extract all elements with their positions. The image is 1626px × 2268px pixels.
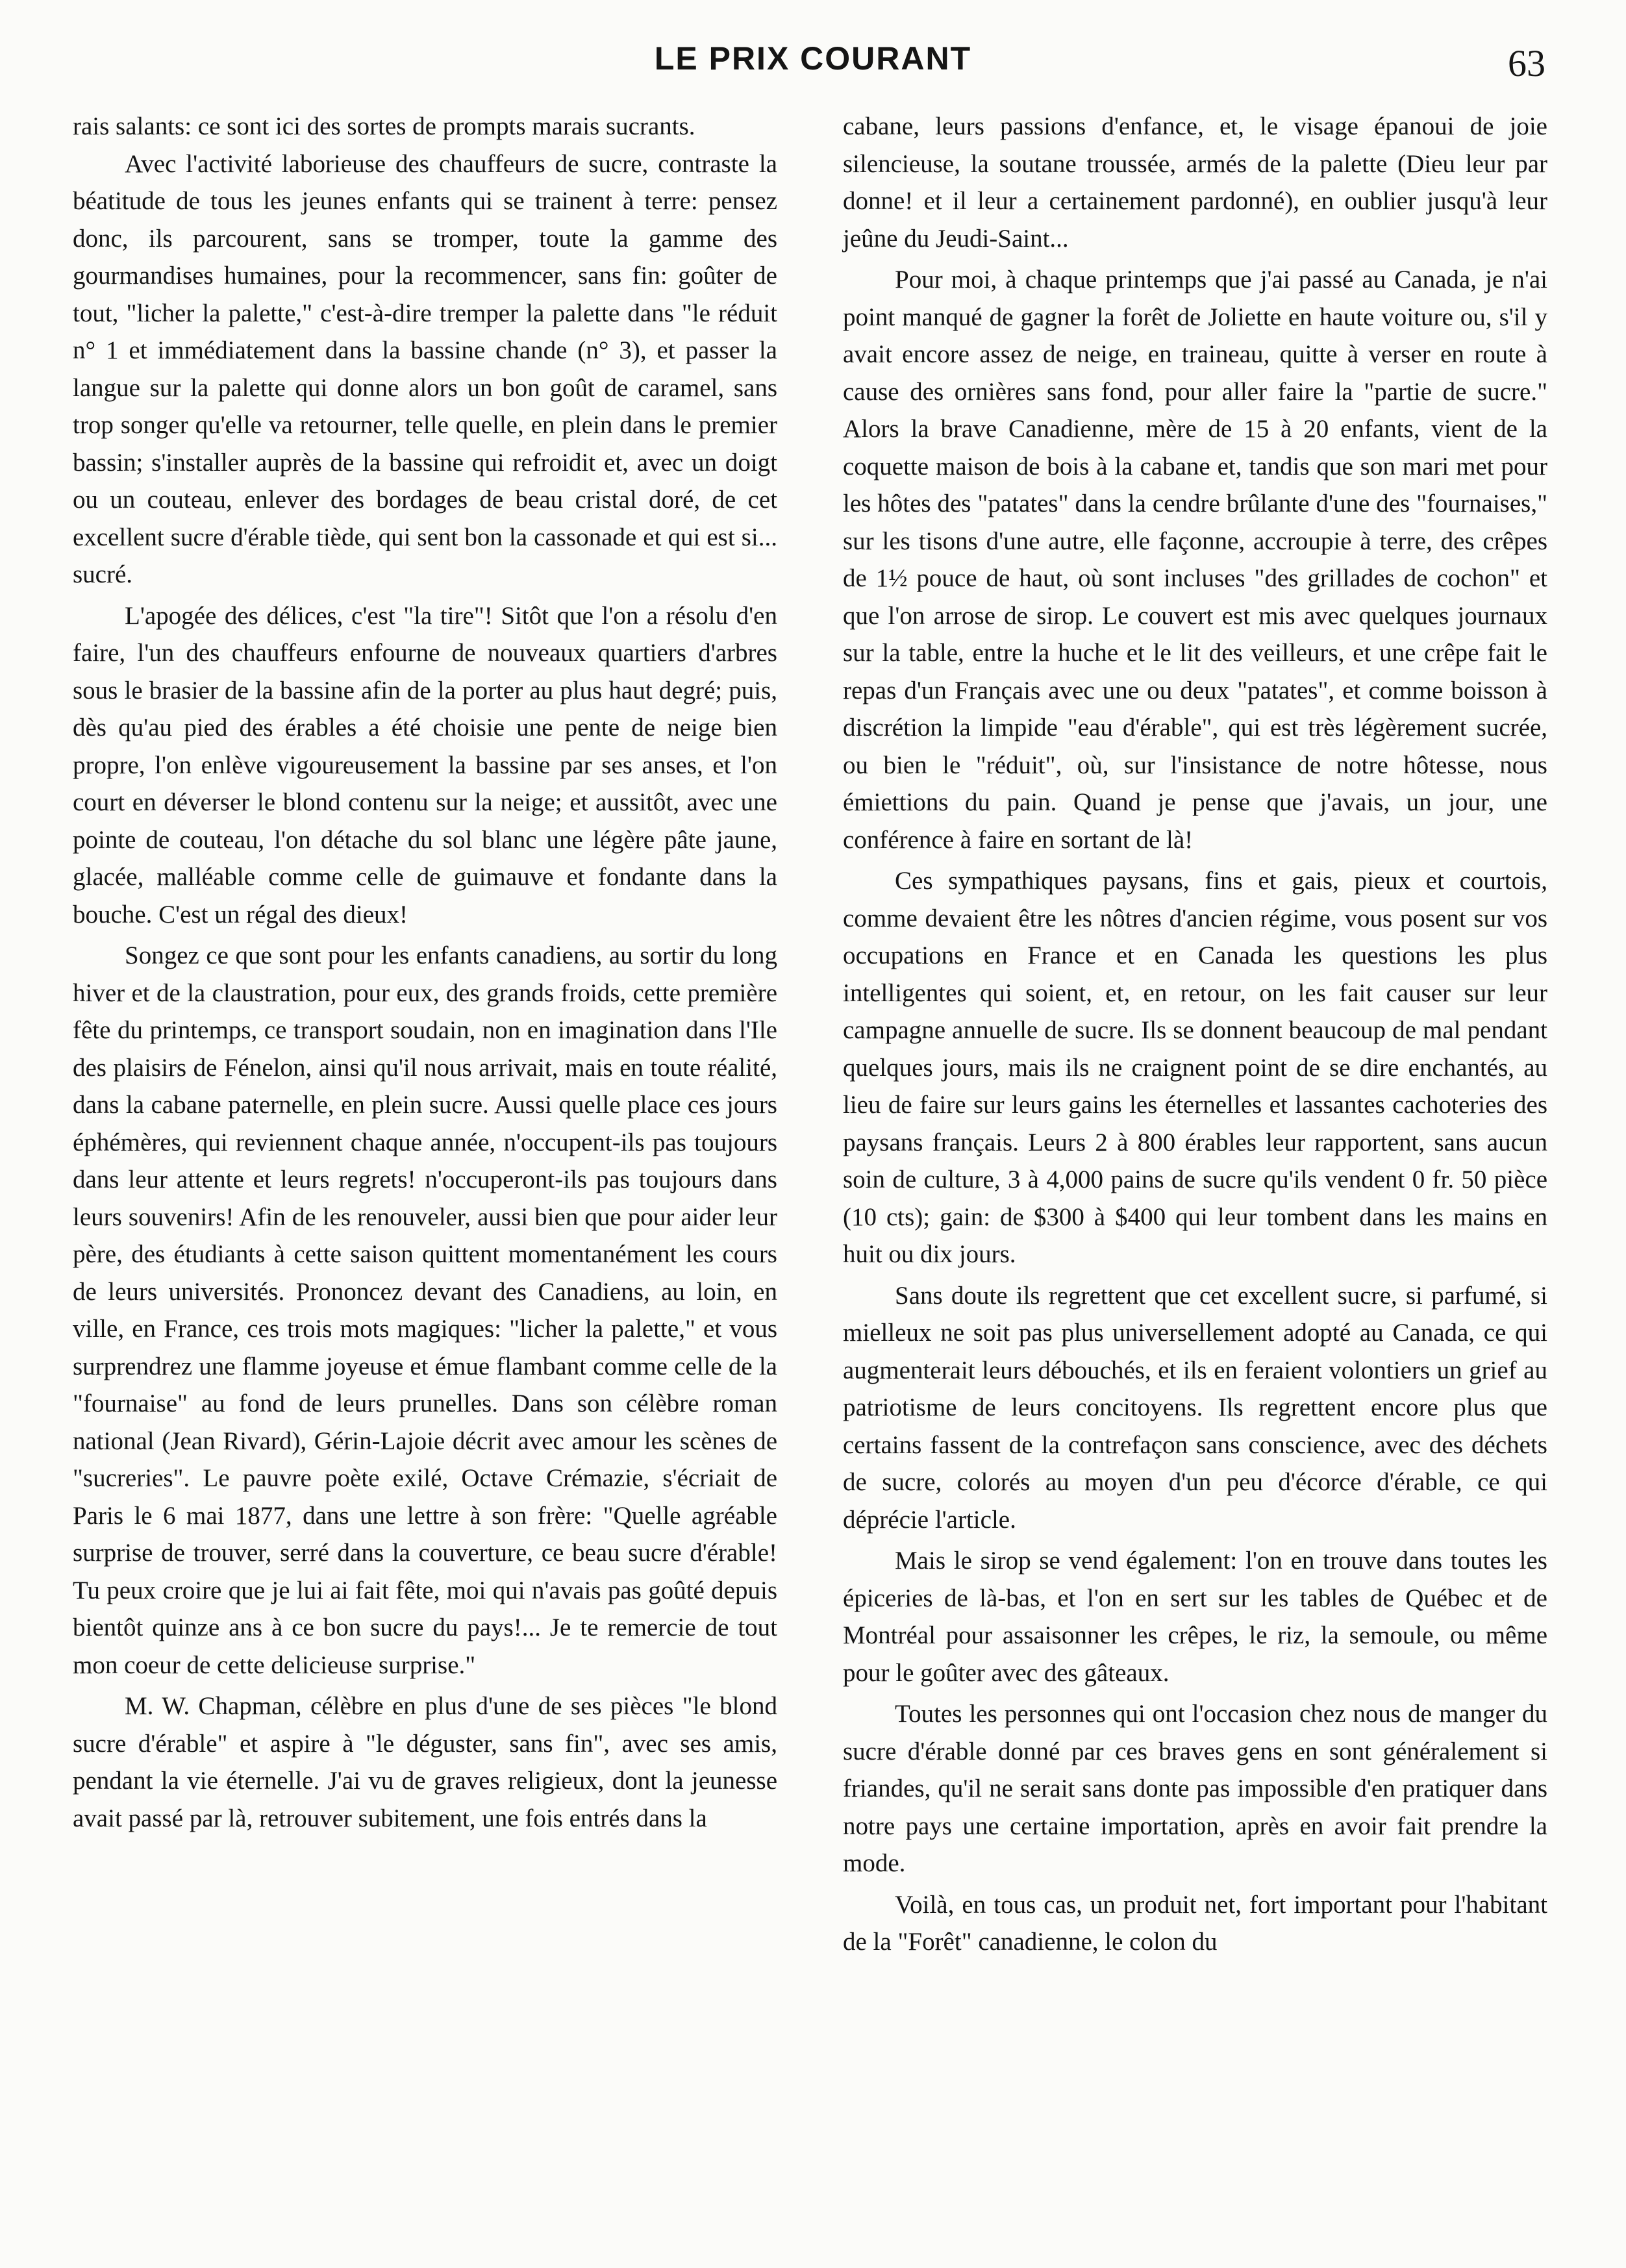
paragraph: Sans doute ils regrettent que cet excellent sucre, si parfumé, si mielleux ne soit pas plus universellement adopté au Canada, ce qui augmenterait leurs débouchés, et ils en feraient volontiers un grief au patriotisme de leurs concitoyens. Ils regrettent encore plus que certains fassent de la contrefaçon sans conscience, avec des déchets de sucre, colorés au moyen d'un peu d'écorce d'érable, ce qui déprécie l'article. bbox=[843, 1281, 1547, 1534]
paragraph: M. W. Chapman, célèbre en plus d'une de ses pièces "le blond sucre d'érable" et aspire à "le déguster, sans fin", avec ses amis, pendant la vie éternelle. J'ai vu de graves religieux, dont la jeunesse avait passé par là, retrouver subitement, une fois entrés dans la bbox=[73, 1692, 777, 1832]
paragraph: Toutes les personnes qui ont l'occasion chez nous de manger du sucre d'érable donné par ces braves gens en sont généralement si friandes, qu'il ne serait sans donte pas impossible d'en pratiquer dans notre pays une certaine importation, après en avoir fait prendre la mode. bbox=[843, 1700, 1547, 1877]
left-column bbox=[73, 108, 777, 1837]
page-number: 63 bbox=[1508, 42, 1545, 84]
paragraph: Avec l'activité laborieuse des chauffeurs de sucre, contraste la béatitude de tous les jeunes enfants qui se trainent à terre: pensez donc, ils parcourent, sans se tromper, toute la gamme des gourmandises humaines, pour la recommencer, sans fin: goûter de tout, "licher la palette," c'est-à-dire tremper la palette dans "le réduit n° 1 et immédiatement dans la bassine chande (n° 3), et passer la langue sur la palette qui donne alors un bon goût de caramel, sans trop songer qu'elle va retourner, telle quelle, en plein dans le premier bassin; s'installer auprès de la bassine qui refroidit et, avec un doigt ou un couteau, enlever des bordages de beau cristal doré, de cet excellent sucre d'érable tiède, qui sent bon la cassonade et qui est si... sucré. bbox=[73, 149, 777, 588]
paragraph: rais salants: ce sont ici des sortes de prompts marais sucrants. bbox=[73, 112, 695, 140]
right-column bbox=[843, 108, 1547, 1961]
paragraph: Songez ce que sont pour les enfants canadiens, au sortir du long hiver et de la claustration, pour eux, des grands froids, cette première fête du printemps, ce transport soudain, non en imagination dans l'Ile des plaisirs de Fénelon, ainsi qu'il nous arrivait, mais en toute réalité, dans la cabane paternelle, en plein sucre. Aussi quelle place ces jours éphémères, qui reviennent chaque année, n'occupent-ils pas toujours dans leur attente et leurs regrets! n'occuperont-ils pas toujours dans leurs souvenirs! Afin de les renouveler, aussi bien que pour aider leur père, des étudiants à cette saison quittent momentanément les cours de leurs universités. Prononcez devant des Canadiens, au loin, en ville, en France, ces trois mots magiques: "licher la palette," et vous surprendrez une flamme joyeuse et émue flambant comme celle de la "fournaise" au fond de leurs prunelles. Dans son célèbre roman national (Jean Rivard), Gérin-Lajoie décrit avec amour les scènes de "sucreries". Le pauvre poète exilé, Octave Crémazie, s'écriait de Paris le 6 mai 1877, dans une lettre à son frère: "Quelle agréable surprise de trouver, serré dans la couverture, ce beau sucre d'érable! Tu peux croire que je lui ai fait fête, moi qui n'avais pas goûté depuis bientôt quinze ans à ce bon sucre du pays!... Je te remercie de tout mon coeur de cette delicieuse surprise." bbox=[73, 941, 777, 1679]
paragraph: cabane, leurs passions d'enfance, et, le visage épanoui de joie silencieuse, la soutane troussée, armés de la palette (Dieu leur par donne! et il leur a certainement pardonné), en oublier jusqu'à leur jeûne du Jeudi-Saint... bbox=[843, 112, 1547, 253]
running-header bbox=[0, 39, 1626, 84]
paragraph: L'apogée des délices, c'est "la tire"! Sitôt que l'on a résolu d'en faire, l'un des chauffeurs enfourne de nouveaux quartiers d'arbres sous le brasier de la bassine afin de la porter au plus haut degré; puis, dès qu'au pied des érables a été choisie une pente de neige bien propre, l'on enlève vigoureusement la bassine par ses anses, et l'on court en déverser le blond contenu sur la neige; et aussitôt, avec une pointe de couteau, l'on détache du sol blanc une légère pâte jaune, glacée, malléable comme celle de guimauve et fondante dans la bouche. C'est un régal des dieux! bbox=[73, 601, 777, 928]
paragraph: Voilà, en tous cas, un produit net, fort important pour l'habitant de la "Forêt" canadienne, le colon du bbox=[843, 1890, 1547, 1956]
paragraph: Pour moi, à chaque printemps que j'ai passé au Canada, je n'ai point manqué de gagner la forêt de Joliette en haute voiture ou, s'il y avait encore assez de neige, en traineau, quitte à verser en route à cause des ornières sans fond, pour aller faire la "partie de sucre." Alors la brave Canadienne, mère de 15 à 20 enfants, vient de la coquette maison de bois à la cabane et, tandis que son mari met pour les hôtes des "patates" dans la cendre brûlante d'une des "fournaises," sur les tisons d'une autre, elle façonne, accroupie à terre, des crêpes de 1½ pouce de haut, où sont incluses "des grillades de cochon" et que l'on arrose de sirop. Le couvert est mis avec quelques journaux sur la table, entre la huche et le lit des veilleurs, et une crêpe fait le repas d'un Français avec une ou deux "patates", et comme boisson à discrétion la limpide "eau d'érable", qui est très légèrement sucrée, ou bien le "réduit", où, sur l'insistance de notre hôtesse, nous émiettions du pain. Quand je pense que j'avais, un jour, une conférence à faire en sortant de là! bbox=[843, 266, 1547, 854]
journal-title: LE PRIX COURANT bbox=[654, 40, 972, 77]
paragraph: Ces sympathiques paysans, fins et gais, pieux et courtois, comme devaient être les nôtres d'ancien régime, vous posent sur vos occupations en France et en Canada les questions les plus intelligentes qui soient, et, en retour, on les fait causer sur leur campagne annuelle de sucre. Ils se donnent beaucoup de mal pendant quelques jours, mais ils ne craignent point de se dire enchantés, au lieu de faire sur leurs gains les éternelles et lassantes cachoteries des paysans français. Leurs 2 à 800 érables leur rapportent, sans aucun soin de culture, 3 à 4,000 pains de sucre qu'ils vendent 0 fr. 50 pièce (10 cts); gain: de $300 à $400 qui leur tombent dans les mains en huit ou dix jours. bbox=[843, 867, 1547, 1268]
paragraph: Mais le sirop se vend également: l'on en trouve dans toutes les épiceries de là-bas, et l'on en sert sur les tables de Québec et de Montréal pour assaisonner les crêpes, le riz, la semoule, ou même pour le goûter avec des gâteaux. bbox=[843, 1547, 1547, 1687]
